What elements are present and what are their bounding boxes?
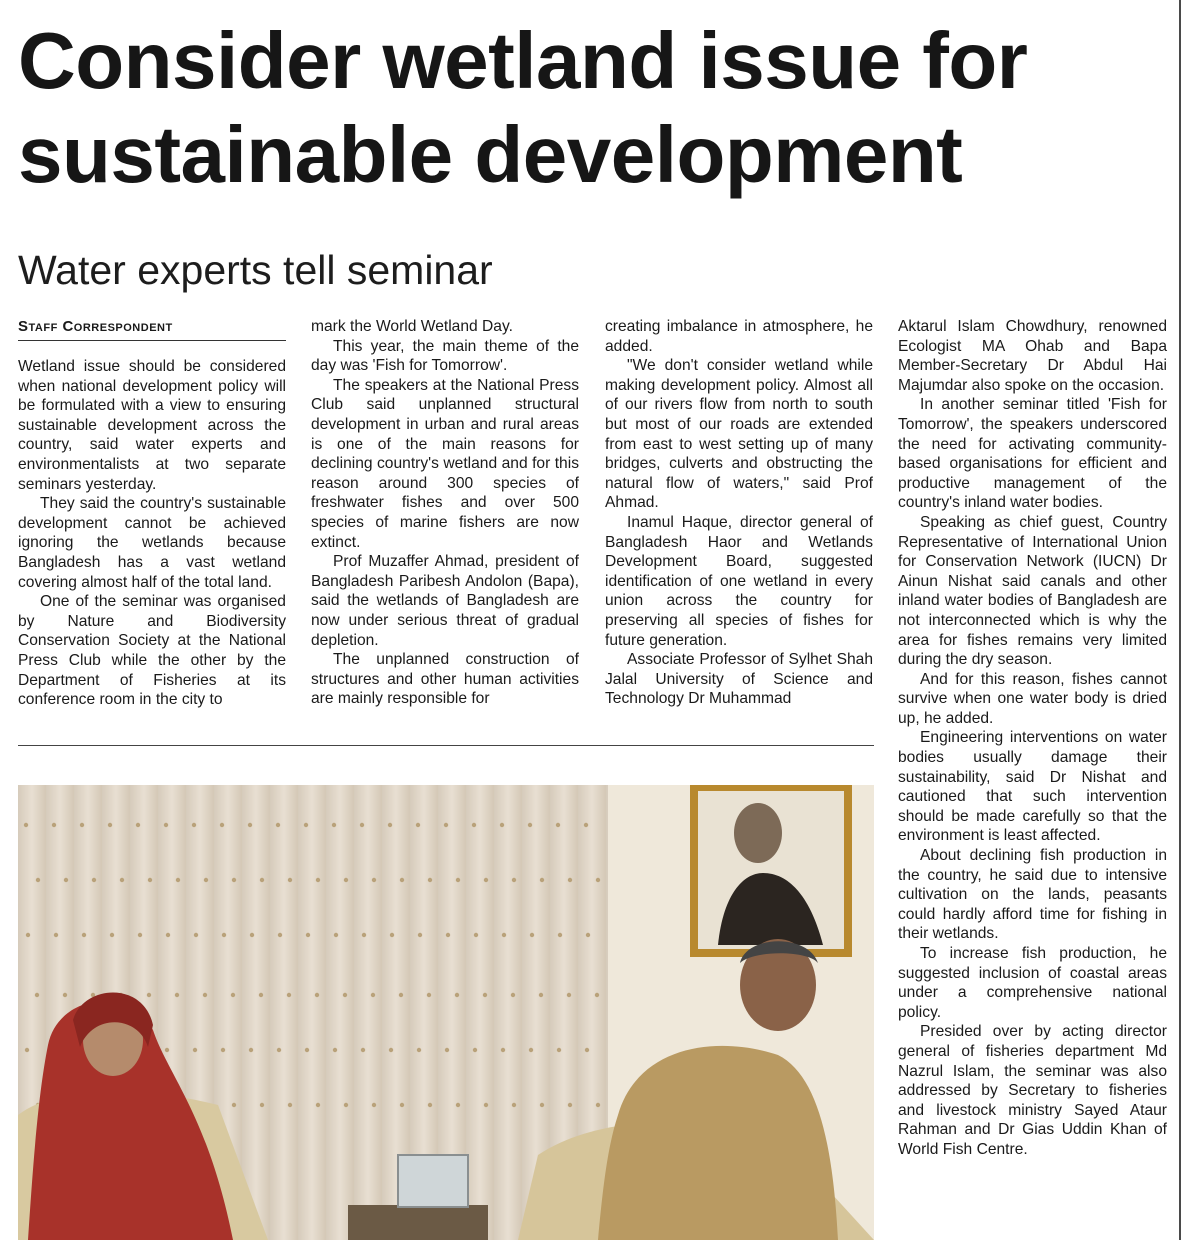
article-column-2 <box>311 317 579 709</box>
paragraph: Aktarul Islam Chowdhury, renowned Ecologist MA Ohab and Bapa Member-Secretary Dr Abdul Hai Majumdar also spoke on the occasion. <box>898 318 1167 394</box>
paragraph: They said the country's sustainable development cannot be achieved ignoring the wetlands because Bangladesh has a vast wetland covering almost half of the total land. <box>18 495 286 591</box>
paragraph: Associate Professor of Sylhet Shah Jalal University of Science and Technology Dr Muhammad <box>605 651 873 708</box>
paragraph: Prof Muzaffer Ahmad, president of Bangladesh Paribesh Andolon (Bapa), said the wetlands of Bangladesh are now under serious threat of gradual depletion. <box>311 553 579 649</box>
paragraph: Inamul Haque, director general of Bangladesh Haor and Wetlands Development Board, suggested identification of one wetland in every union across the country for preserving all species of fishes for future generation. <box>605 513 873 649</box>
column-rule-right <box>1179 0 1181 1240</box>
article-column-3 <box>605 317 873 709</box>
subheadline: Water experts tell seminar <box>18 247 493 293</box>
paragraph: To increase fish production, he suggested inclusion of coastal areas under a comprehensive national policy. <box>898 945 1167 1021</box>
article-column-1 <box>18 357 286 710</box>
news-photo <box>18 785 874 1240</box>
news-photo-illustration <box>18 785 874 1240</box>
paragraph: One of the seminar was organised by Nature and Biodiversity Conservation Society at the National Press Club while the other by the Department of Fisheries at its conference room in the city to <box>18 593 286 709</box>
paragraph: creating imbalance in atmosphere, he added. <box>605 318 873 355</box>
byline: Staff Correspondent <box>18 317 286 341</box>
paragraph: Presided over by acting director general of fisheries department Md Nazrul Islam, the seminar was also addressed by Secretary to fisheries and livestock ministry Sayed Ataur Rahman and Dr Gias Uddin Khan of World Fish Centre. <box>898 1023 1167 1158</box>
photo-divider-rule <box>18 745 874 746</box>
article-column-4 <box>898 317 1167 1160</box>
paragraph: mark the World Wetland Day. <box>311 318 513 335</box>
paragraph: Engineering interventions on water bodies usually damage their sustainability, said Dr Nishat and cautioned that such intervention should be made carefully so that the environment is least affected. <box>898 729 1167 845</box>
paragraph: About declining fish production in the country, he said due to intensive cultivation on the lands, peasants could hardly afford time for fishing in their wetlands. <box>898 847 1167 943</box>
paragraph: Wetland issue should be considered when national development policy will be formulated with a view to ensuring sustainable development across the country, said water experts and environmentalists at two separate seminars yesterday. <box>18 358 286 493</box>
paragraph: In another seminar titled 'Fish for Tomorrow', the speakers underscored the need for activating community-based organisations for efficient and productive management of the country's inland water bodies. <box>898 396 1167 512</box>
side-table <box>348 1205 488 1240</box>
glass-showpiece <box>398 1155 468 1207</box>
paragraph: The speakers at the National Press Club said unplanned structural development in urban and rural areas is one of the main reasons for declining country's wetland and for this reason around 300 species of freshwater fishes and over 500 species of marine fishers are now extinct. <box>311 376 579 551</box>
paragraph: And for this reason, fishes cannot survive when one water body is dried up, he added. <box>898 670 1167 727</box>
paragraph: The unplanned construction of structures and other human activities are mainly responsible for <box>311 651 579 708</box>
portrait-face <box>734 803 782 863</box>
paragraph: Speaking as chief guest, Country Representative of International Union for Conservation Network (IUCN) Dr Ainun Nishat said canals and other inland water bodies of Bangladesh are not interconnected which is why the area for fishes remains very limited during the dry season. <box>898 513 1167 669</box>
paragraph: This year, the main theme of the day was 'Fish for Tomorrow'. <box>311 337 579 375</box>
headline: Consider wetland issue for sustainable development <box>18 16 1028 199</box>
paragraph: "We don't consider wetland while making development policy. Almost all of our rivers flow from north to south but most of our roads are extended from east to west setting up of many bridges, culverts and obstructing the natural flow of waters," said Prof Ahmad. <box>605 357 873 512</box>
